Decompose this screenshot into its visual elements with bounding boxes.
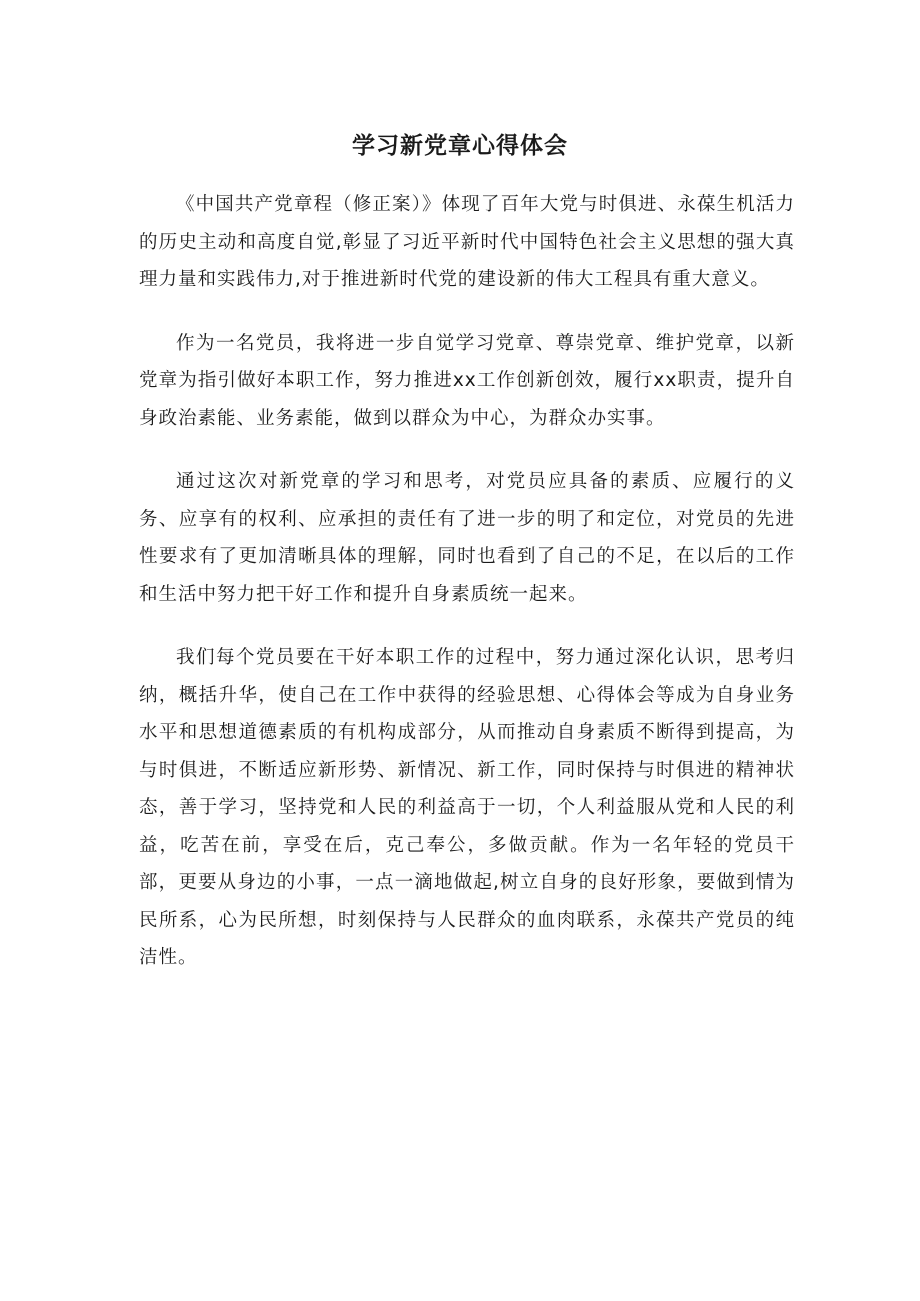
document-body [139,186,795,1003]
paragraph-1: 《中国共产党章程（修正案）》体现了百年大党与时俱进、永葆生机活力的历史主动和高度自觉,彰显了习近平新时代中国特色社会主义思想的强大真理力量和实践伟力,对于推进新时代党的建设新的伟大工程具有重大意义。 [139,194,795,290]
paragraph-4: 我们每个党员要在干好本职工作的过程中，努力通过深化认识，思考归纳，概括升华，使自己在工作中获得的经验思想、心得体会等成为自身业务水平和思想道德素质的有机构成部分，从而推动自身素质不断得到提高，为与时俱进，不断适应新形势、新情况、新工作，同时保持与时俱进的精神状态，善于学习，坚持党和人民的利益高于一切，个人利益服从党和人民的利益，吃苦在前，享受在后，克己奉公，多做贡献。作为一名年轻的党员干部，更要从身边的小事，一点一滴地做起,树立自身的良好形象，要做到情为民所系，心为民所想，时刻保持与人民群众的血肉联系，永葆共产党员的纯洁性。 [139,647,795,968]
paragraph-3: 通过这次对新党章的学习和思考，对党员应具备的素质、应履行的义务、应享有的权利、应承担的责任有了进一步的明了和定位，对党员的先进性要求有了更加清晰具体的理解，同时也看到了自己的不足，在以后的工作和生活中努力把干好工作和提升自身素质统一起来。 [139,471,795,605]
paragraph-2: 作为一名党员，我将进一步自觉学习党章、尊崇党章、维护党章，以新党章为指引做好本职工作，努力推进xx工作创新创效，履行xx职责，提升自身政治素能、业务素能，做到以群众为中心，为群众办实事。 [139,332,795,429]
document-title: 学习新党章心得体会 [352,133,568,159]
